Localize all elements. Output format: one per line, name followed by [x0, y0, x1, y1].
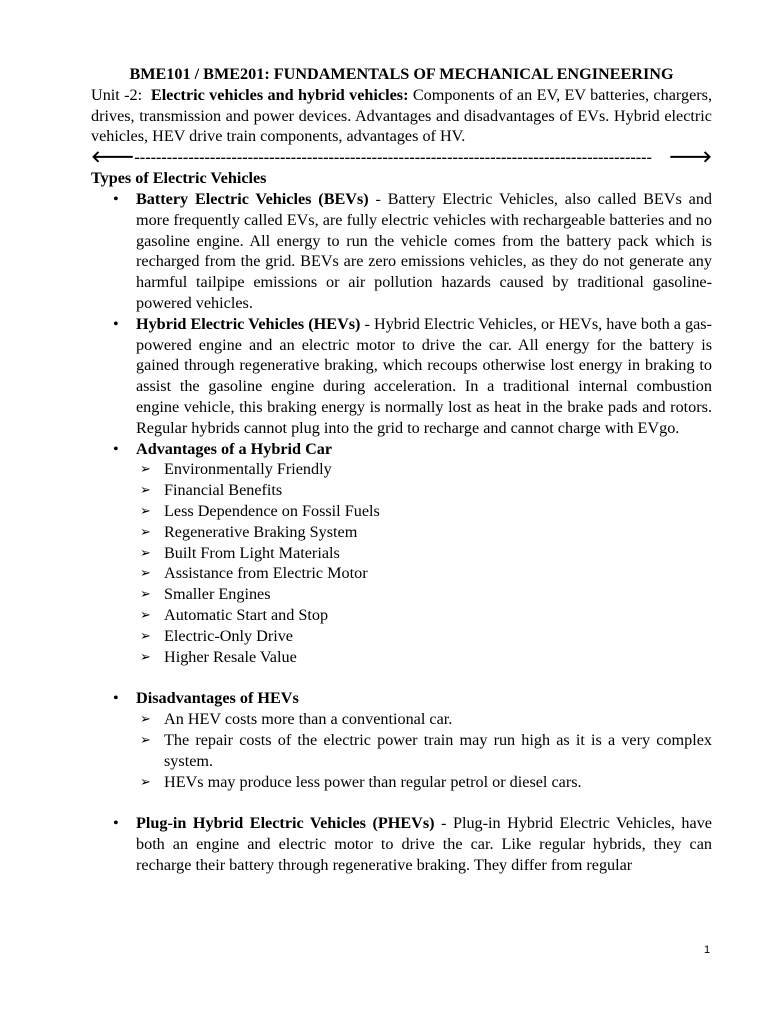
document-page: [91, 64, 712, 876]
term-phev: Plug-in Hybrid Electric Vehicles (PHEVs): [136, 814, 435, 833]
section-title: Types of Electric Vehicles: [91, 169, 267, 188]
advantage-item: ➢ Automatic Start and Stop: [140, 605, 329, 624]
arrow-bullet-icon: ➢: [140, 627, 151, 643]
term-hev: Hybrid Electric Vehicles (HEVs): [136, 314, 361, 333]
arrow-bullet-icon: ➢: [140, 523, 151, 539]
bullet-icon: •: [113, 189, 119, 208]
text-hev: - Hybrid Electric Vehicles, or HEVs, have both a gas-powered engine and an electric motor to drive the car. All energy for the battery is gained through regenerative braking, which recoups otherwise lost energy in braking to assist the gasoline engine during acceleration. In a traditional internal combustion engine vehicle, this braking energy is normally lost as heat in the brake pads and rotors. Regular hybrids cannot plug into the grid to recharge and cannot charge with EVgo.: [136, 314, 712, 437]
arrow-bullet-icon: ➢: [140, 461, 151, 477]
text-bev: - Battery Electric Vehicles, also called BEVs and more frequently called EVs, are fully electric vehicles with rechargeable batteries and no gasoline engine. All energy to run the vehicle comes from the battery pack which is recharged from the grid. BEVs are zero emissions vehicles, as they do not generate any harmful tailpipe emissions or air pollution hazards caused by traditional gasoline-powered vehicles.: [136, 189, 713, 312]
advantage-item: ➢ Electric-Only Drive: [140, 626, 293, 645]
unit-heading: Electric vehicles and hybrid vehicles:: [150, 85, 409, 104]
term-bev: Battery Electric Vehicles (BEVs): [136, 189, 369, 208]
arrow-bullet-icon: ➢: [140, 711, 151, 727]
divider-dashes: ------------------------------------------------------------------------------------------------: [134, 148, 652, 167]
arrow-bullet-icon: ➢: [140, 586, 151, 602]
unit-text: Components of an EV, EV batteries, chargers, drives, transmission and power devices. Advantages and disadvantages of EVs. Hybrid electric vehicles, HEV drive train components, advantages of HV.: [91, 85, 712, 146]
arrow-bullet-icon: ➢: [140, 544, 151, 560]
bullet-icon: •: [113, 689, 119, 708]
unit-prefix: Unit -2:: [91, 85, 143, 104]
arrow-bullet-icon: ➢: [140, 731, 151, 747]
advantage-item: ➢ Regenerative Braking System: [140, 522, 358, 541]
document-title: BME101 / BME201: FUNDAMENTALS OF MECHANICAL ENGINEERING: [129, 65, 674, 83]
advantage-item: ➢ Financial Benefits: [140, 481, 283, 500]
term-advantages: Advantages of a Hybrid Car: [136, 439, 333, 458]
term-disadvantages: Disadvantages of HEVs: [136, 689, 299, 708]
advantage-item: ➢ Assistance from Electric Motor: [140, 564, 368, 583]
disadvantages-list: [136, 709, 712, 792]
list-item-phev: [91, 813, 712, 875]
list-item-advantages: [91, 439, 712, 689]
bullet-icon: •: [113, 314, 119, 333]
spacer: [136, 792, 712, 813]
page-number: 1: [704, 944, 711, 956]
left-arrow-icon: 🡐: [91, 148, 135, 167]
list-item-bev: [91, 189, 712, 314]
advantage-item: ➢ Environmentally Friendly: [140, 460, 332, 479]
advantage-item: ➢ Less Dependence on Fossil Fuels: [140, 501, 380, 520]
bullet-icon: •: [113, 439, 119, 458]
list-item-disadvantages: [91, 688, 712, 813]
arrow-bullet-icon: ➢: [140, 502, 151, 518]
spacer: [136, 667, 712, 688]
arrow-bullet-icon: ➢: [140, 773, 151, 789]
advantages-list: [136, 459, 712, 667]
vehicle-types-list: [91, 189, 712, 876]
unit-description: [91, 85, 712, 147]
disadvantage-item: ➢ The repair costs of the electric power train may run high as it is a very complex system.: [140, 730, 712, 770]
advantage-item: ➢ Smaller Engines: [140, 585, 271, 604]
right-arrow-icon: 🡒: [668, 148, 712, 167]
arrow-bullet-icon: ➢: [140, 565, 151, 581]
list-item-hev: [91, 314, 712, 439]
arrow-bullet-icon: ➢: [140, 648, 151, 664]
text-phev: - Plug-in Hybrid Electric Vehicles, have both an engine and electric motor to drive the car. Like regular hybrids, they can recharge their battery through regenerative braking. They differ from regular: [136, 814, 712, 874]
arrow-bullet-icon: ➢: [140, 606, 151, 622]
bullet-icon: •: [113, 814, 119, 833]
disadvantage-item: ➢ An HEV costs more than a conventional car.: [140, 710, 453, 729]
arrow-bullet-icon: ➢: [140, 482, 151, 498]
advantage-item: ➢ Higher Resale Value: [140, 647, 297, 666]
disadvantage-item: ➢ HEVs may produce less power than regular petrol or diesel cars.: [140, 772, 582, 791]
section-divider: [91, 147, 712, 168]
advantage-item: ➢ Built From Light Materials: [140, 543, 340, 562]
